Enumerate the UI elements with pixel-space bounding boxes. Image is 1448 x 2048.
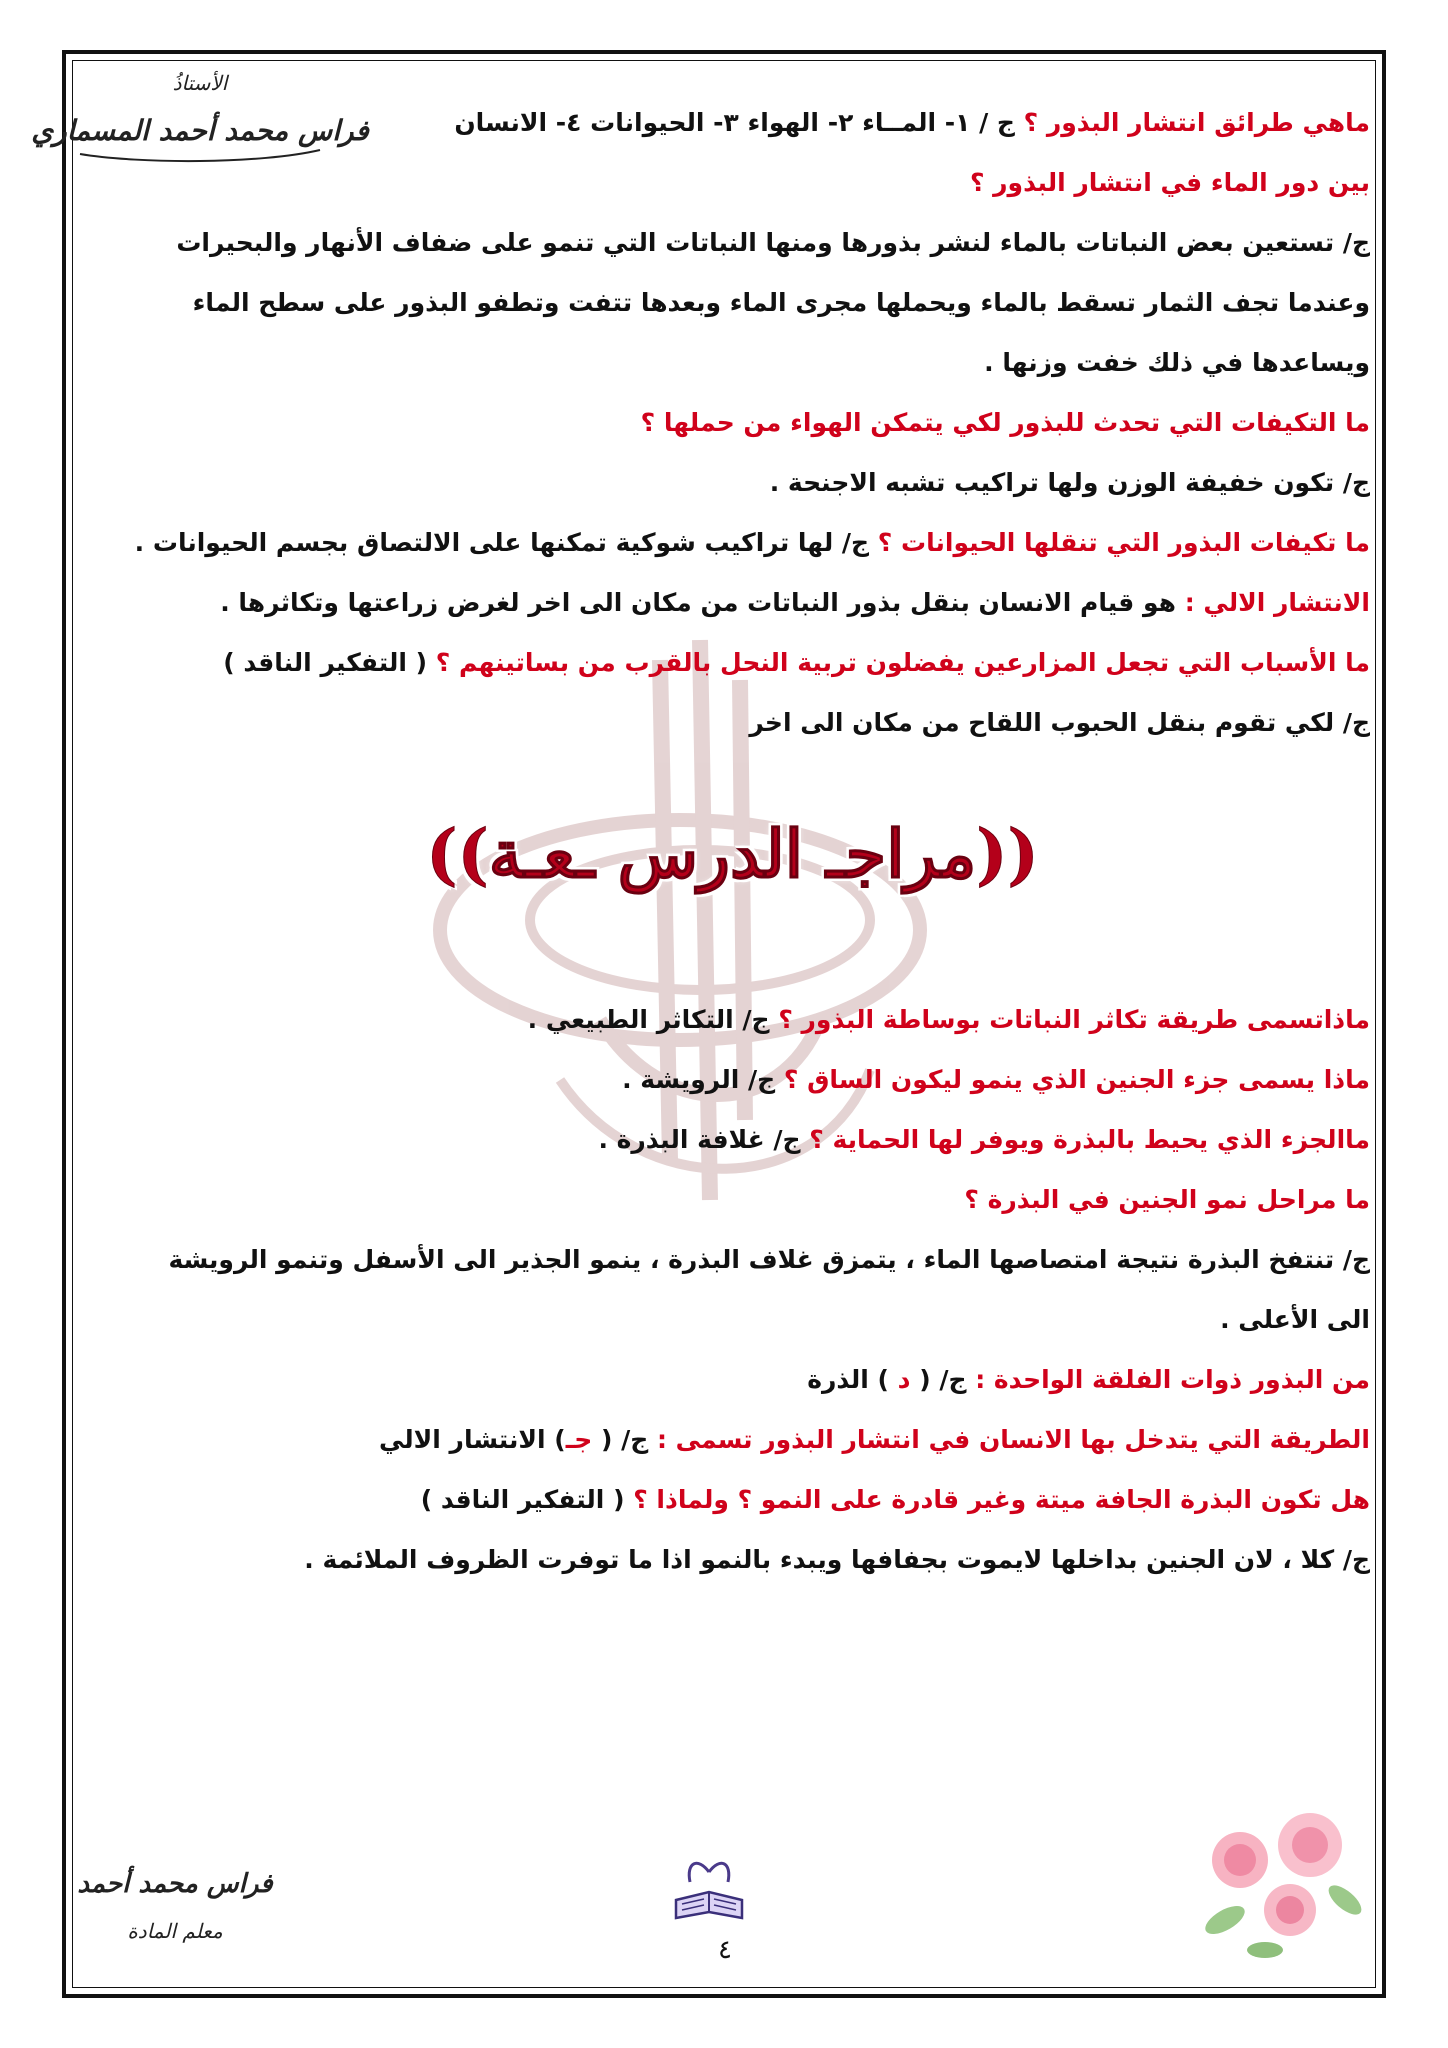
- review-line-1: ماذاتسمى طريقة تكاثر النباتات بوساطة البذور ؟ ج/ التكاثر الطبيعي .: [527, 1005, 1370, 1034]
- review-line-5: ج/ تنتفخ البذرة نتيجة امتصاصها الماء ، يتمزق غلاف البذرة ، ينمو الجذير الى الأسفل وتنمو الرويشة: [168, 1245, 1370, 1274]
- answer-line-4: وعندما تجف الثمار تسقط بالماء ويحملها مجرى الماء وبعدها تتفت وتطفو البذور على سطح الماء: [192, 288, 1370, 317]
- book-icon: [668, 1852, 750, 1930]
- review-line-6: الى الأعلى .: [1220, 1305, 1370, 1334]
- review-line-10: ج/ كلا ، لان الجنين بداخلها لايموت بجفافها ويبدء بالنمو اذا ما توفرت الظروف الملائمة .: [304, 1545, 1370, 1574]
- question-line-8: ما تكيفات البذور التي تنقلها الحيوانات ؟ ج/ لها تراكيب شوكية تمكنها على الالتصاق بجسم الحيوانات .: [134, 528, 1370, 557]
- teacher-signature-bottom-logo: [77, 1830, 273, 1960]
- review-line-3: ماالجزء الذي يحيط بالبذرة ويوفر لها الحماية ؟ ج/ غلافة البذرة .: [598, 1125, 1370, 1154]
- review-line-4: ما مراحل نمو الجنين في البذرة ؟: [964, 1185, 1370, 1214]
- review-line-2: ماذا يسمى جزء الجنين الذي ينمو ليكون الساق ؟ ج/ الرويشة .: [622, 1065, 1370, 1094]
- question-line-2: بين دور الماء في انتشار البذور ؟: [969, 168, 1370, 197]
- review-line-8: الطريقة التي يتدخل بها الانسان في انتشار البذور تسمى : ج/ ( جـ) الانتشار الالي: [378, 1425, 1370, 1454]
- svg-text:فراس محمد أحمد المسماري: فراس محمد أحمد المسماري: [31, 114, 369, 147]
- review-line-7: من البذور ذوات الفلقة الواحدة : ج/ ( د ) الذرة: [807, 1365, 1370, 1394]
- teacher-signature-logo: [31, 62, 369, 172]
- section-title-review: ((مراجـ الدرس ـعـة)): [426, 815, 1039, 893]
- answer-line-3: ج/ تستعين بعض النباتات بالماء لنشر بذورها ومنها النباتات التي تنمو على ضفاف الأنهار والبحيرات: [176, 228, 1370, 257]
- svg-text:فراس محمد أحمد: فراس محمد أحمد: [77, 1869, 273, 1899]
- answer-line-5: ويساعدها في ذلك خفت وزنها .: [984, 348, 1370, 377]
- answer-line-7: ج/ تكون خفيفة الوزن ولها تراكيب تشبه الاجنحة .: [769, 468, 1370, 497]
- flowers-decoration-icon: [1195, 1800, 1365, 1965]
- svg-text:الأستاذُ: الأستاذُ: [172, 71, 228, 95]
- page-number: ٤: [718, 1935, 732, 1965]
- definition-line-9: الانتشار الالي : هو قيام الانسان بنقل بذور النباتات من مكان الى اخر لغرض زراعتها وتكاثرها .: [220, 588, 1370, 617]
- question-line-10: ما الأسباب التي تجعل المزارعين يفضلون تربية النحل بالقرب من بساتينهم ؟ ( التفكير الناقد ): [223, 648, 1370, 677]
- answer-line-11: ج/ لكي تقوم بنقل الحبوب اللقاح من مكان الى اخر: [749, 708, 1370, 737]
- question-line-6: ما التكيفات التي تحدث للبذور لكي يتمكن الهواء من حملها ؟: [640, 408, 1370, 437]
- review-line-9: هل تكون البذرة الجافة ميتة وغير قادرة على النمو ؟ ولماذا ؟ ( التفكير الناقد ): [420, 1485, 1370, 1514]
- question-line-1: ماهي طرائق انتشار البذور ؟ ج / ١- المــاء ٢- الهواء ٣- الحيوانات ٤- الانسان: [454, 108, 1370, 137]
- svg-text:معلم المادة: معلم المادة: [127, 1919, 223, 1943]
